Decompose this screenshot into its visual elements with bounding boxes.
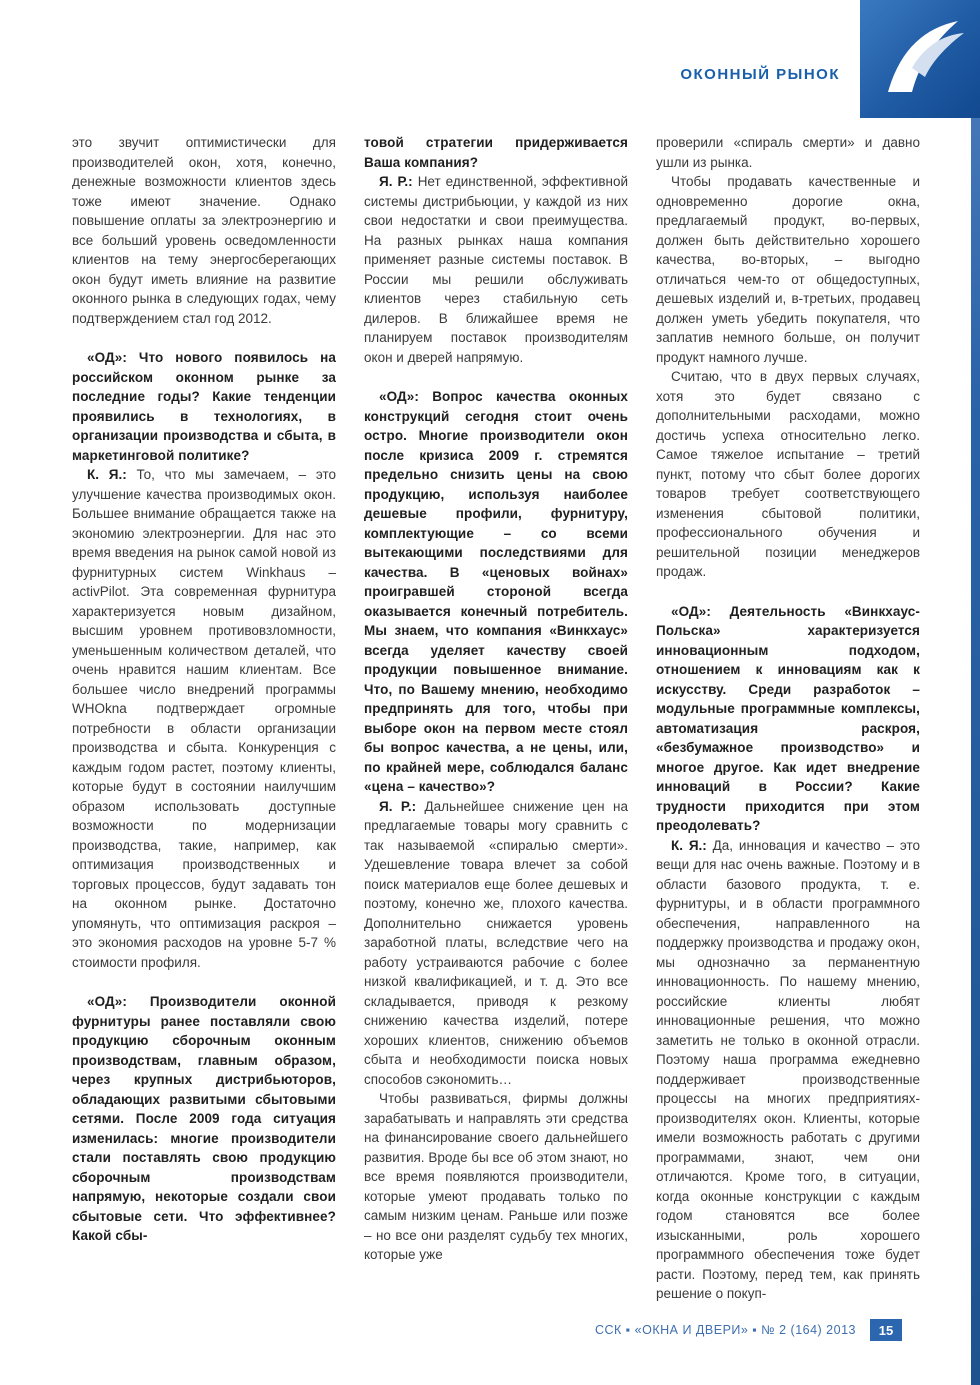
body-paragraph: К. Я.: Да, инновация и качество – это вещи для нас очень важные. Поэтому и в области базового продукта, т. е. фурнитуры, и в области программного обеспечения, направленного на поддержку производства и продажу окон, мы однозначно за перманентную инновационность. По нашему мнению, российские клиенты любят инновационные решения, что можно заметить не только в оконной отрасли. Поэтому наша программа ежедневно поддерживает производственные процессы на многих предприятиях-производителях окон. Клиенты, которые имели возможность работать с другими программами, знают, чем они отличаются. Кроме того, в ситуации, когда оконные конструкции с каждым годом становятся все более изысканными, роль хорошего программного обеспечения тоже будет расти. Поэтому, перед тем, как принять решение о покуп-	[656, 837, 920, 1301]
journal-info: ССК ▪ «ОКНА И ДВЕРИ» ▪ № 2 (164) 2013	[594, 1323, 856, 1337]
speaker-label: К. Я.:	[671, 837, 713, 853]
body-paragraph: Считаю, что в двух первых случаях, хотя это будет связано с дополнительными расходами, можно достичь успеха относительно легко. Самое тяжелое испытание – третий пункт, потому что сбыт более дорогих товаров требует соответствующего изменения сбытовой политики, профессионального обучения и решительной позиции менеджеров продаж.	[656, 369, 920, 579]
interview-question: товой стратегии придерживается Ваша компания?	[364, 135, 628, 170]
interview-question: «ОД»: Вопрос качества оконных конструкций сегодня стоит очень остро. Многие производители окон после кризиса 2009 г. стремятся предельно снизить цены на свою продукцию, используя наиболее дешевые профили, фурнитуру, комплектующие – со всеми вытекающими последствиями для качества. В «ценовых войнах» проигравшей стороной всегда оказывается конечный потребитель. Мы знаем, что компания «Винкхаус» всегда уделяет качеству своей продукции повышенное внимание. Что, по Вашему мнению, необходимо предпринять для того, чтобы при выборе окон на первом месте стоял бы вопрос качества, а не цены, или, по крайней мере, соблюдался баланс «цена – качество»?	[364, 389, 628, 794]
interview-question: «ОД»: Производители оконной фурнитуры ранее поставляли свою продукцию сборочным оконным производствам, главным образом, через крупных дистрибьюторов, обладающих развитыми сбытовыми сетями. После 2009 года ситуация изменилась: многие производители стали поставлять свою продукцию сборочным производствам напрямую, некоторые создали свои сбытовые сети. Что эффективнее? Какой сбы-	[72, 994, 336, 1243]
body-paragraph: Чтобы развиваться, фирмы должны зарабатывать и направлять эти средства на финансирование своего дальнейшего развития. Вроде бы все об этом знают, но все время появляются производители, которые умеют продавать только по самым низким ценам. Раньше или позже – но все они разделят судьбу тех многих, которые уже	[364, 1091, 628, 1262]
body-paragraph: проверили «спираль смерти» и давно ушли из рынка.	[656, 135, 920, 170]
article-body	[72, 133, 920, 1304]
text-column	[656, 133, 920, 1304]
speaker-label: К. Я.:	[87, 467, 137, 482]
body-paragraph: Чтобы продавать качественные и одновременно дорогие окна, предлагаемый продукт, во-первых, должен быть действительно хорошего качества, во-вторых, – выгодно отличаться чем-то от общедоступных, дешевых изделий и, в-третьих, продавец должен уметь убедить покупателя, что заплатив немного больше, он получит продукт намного лучше.	[656, 174, 920, 365]
body-paragraph: Я. Р.: Нет единственной, эффективной системы дистрибьюции, у каждой из них свои недостатки и свои преимущества. На разных рынках наша компания применяет разные системы поставок. В России мы решили обслуживать клиентов через стабильную сеть дилеров. В ближайшее время не планируем поставок производителям окон и дверей напрямую.	[364, 174, 628, 365]
body-paragraph: К. Я.: То, что мы замечаем, – это улучшение качества производимых окон. Большее внимание обращается также на экономию электроэнергии. Для нас это время введения на рынок самой новой из фурнитурных систем Winkhaus – activPilot. Эта современная фурнитура характеризуется новым дизайном, высшим уровнем противовзломности, уменьшенным количеством деталей, что очень нравится нашим клиентам. Все большее число внедрений программы WHOkna подтверждает огромные потребности в области организации производства и сбыта. Конкуренция с каждым годом растет, поэтому клиенты, которые будут в состоянии наилучшим образом использовать доступные возможности по модернизации производства, такие, например, как оптимизация производственных и торговых процессов, будут задавать тон на оконном рынке. Достаточно упомянуть, что оптимизация раскроя – это экономия расходов на уровне 5-7 % стоимости профиля.	[72, 467, 336, 970]
interview-question: «ОД»: Что нового появилось на российском оконном рынке за последние годы? Какие тенденции проявились в технологиях, в организации производства и сбыта, в маркетинговой политике?	[72, 350, 336, 463]
section-title: ОКОННЫЙ РЫНОК	[680, 66, 840, 83]
speaker-label: Я. Р.:	[379, 174, 418, 189]
interview-question: «ОД»: Деятельность «Винкхаус-Польска» характеризуется инновационным подходом, отношением к инновациям как к искусству. Среди разработок – модульные программные комплексы, автоматизация раскроя, «безбумажное производство» и многое другое. Как идет внедрение инноваций в России? Какие трудности приходится при этом преодолевать?	[656, 603, 920, 833]
speaker-label: Я. Р.:	[379, 798, 425, 814]
page-footer	[595, 1319, 902, 1341]
body-paragraph: это звучит оптимистически для производителей окон, хотя, конечно, денежные возможности клиентов здесь тоже имеют значение. Однако повышение оплаты за электроэнергию и все больший уровень осведомленности клиентов на тему энергосберегающих окон будут иметь влияние на развитие оконного рынка в следующих годах, чему подтверждением стал год 2012.	[72, 135, 336, 326]
page-number-badge: 15	[870, 1319, 902, 1341]
text-column	[364, 133, 628, 1304]
magazine-logo-icon	[860, 0, 980, 118]
body-paragraph: Я. Р.: Дальнейшее снижение цен на предлагаемые товары могу сравнить с так называемой «спиралью смерти». Удешевление товара влечет за собой поиск материалов еще более дешевых и поэтому, конечно же, плохого качества. Дополнительно снижается уровень заработной платы, вследствие чего на работу устраиваются рабочие с более низкой квалификацией, и т. д. Это все складывается, приводя к резкому снижению качества изделий, потере хороших клиентов, снижению объемов сбыта и необходимости поиска новых способов сэкономить…	[364, 798, 628, 1087]
text-column	[72, 133, 336, 1304]
page-edge-strip	[971, 0, 980, 1385]
